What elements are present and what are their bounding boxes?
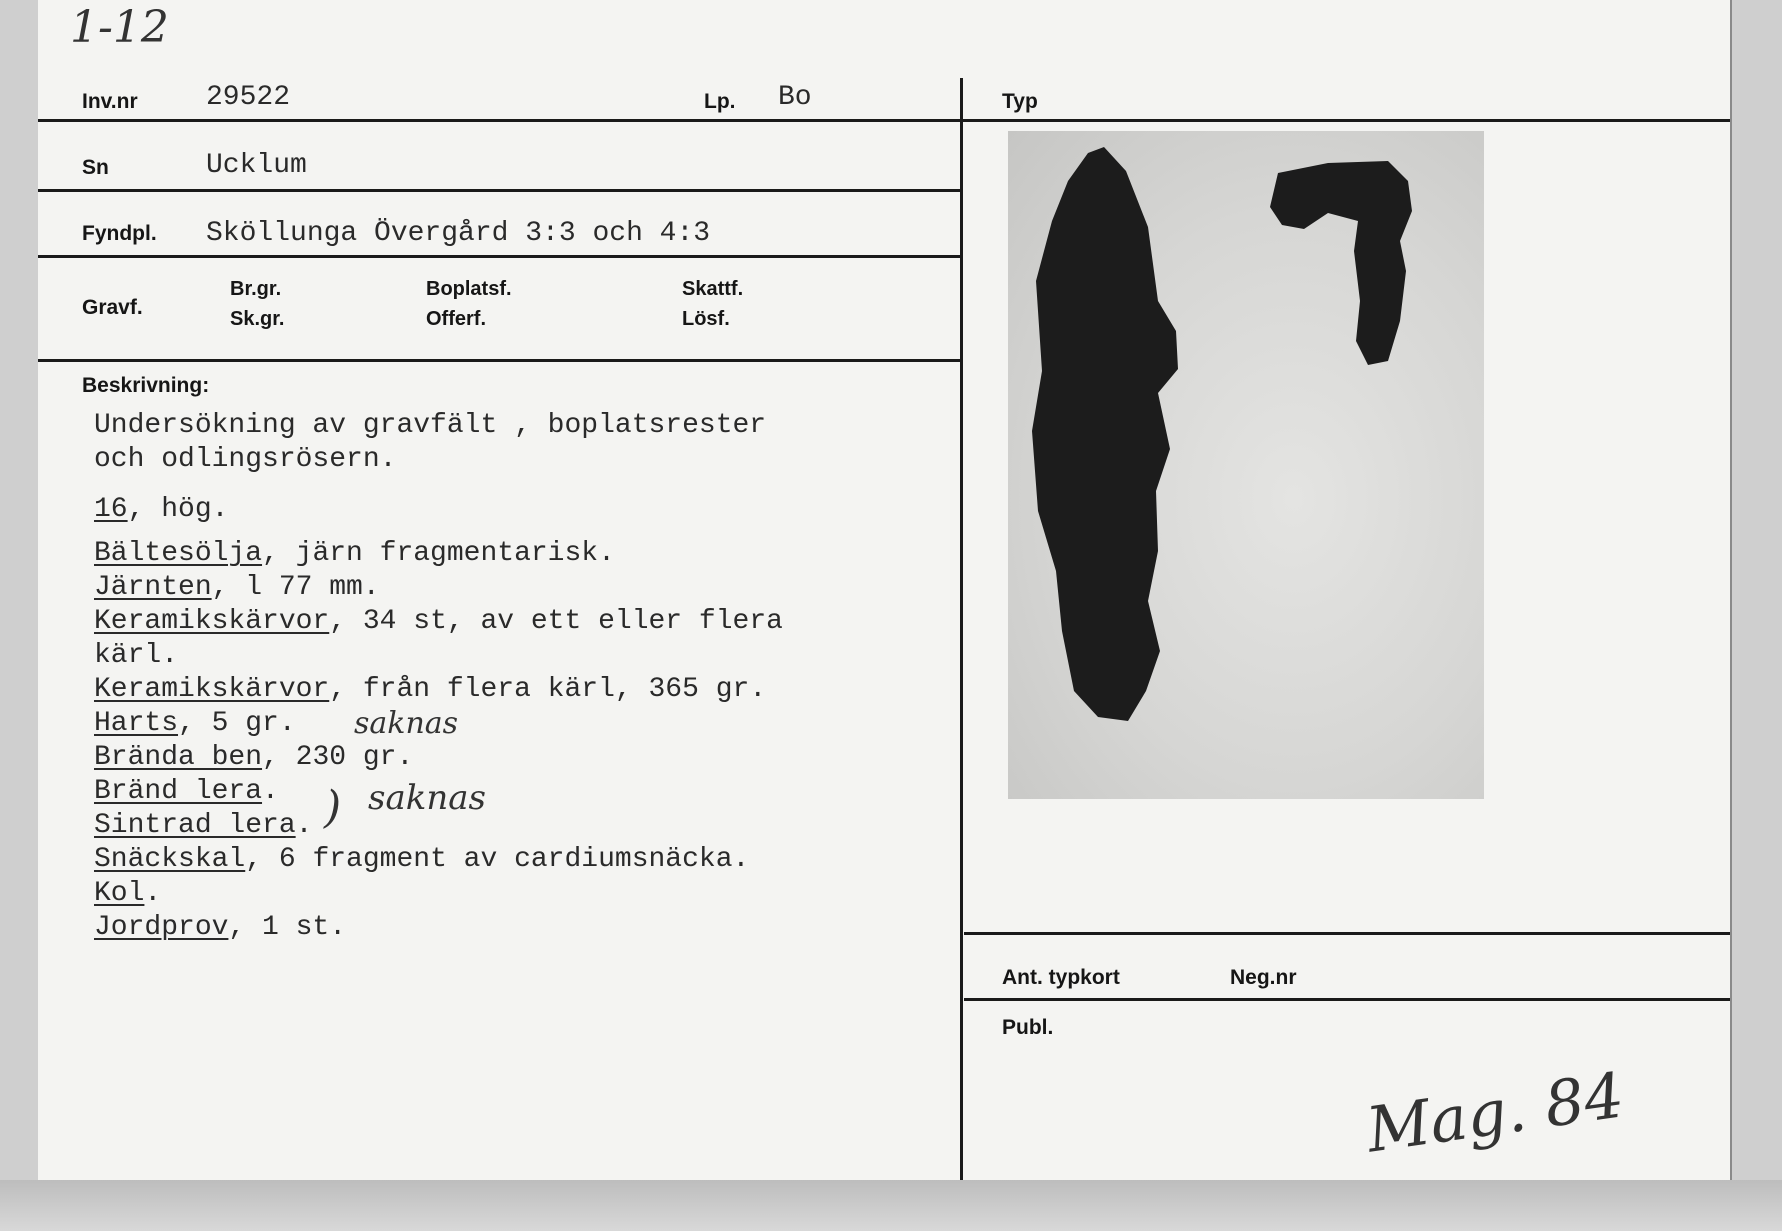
beskrivning-label: Beskrivning:	[82, 374, 210, 397]
list-item	[94, 606, 783, 637]
rule-gravf	[38, 359, 960, 362]
sn-label: Sn	[82, 156, 109, 179]
item-rest: .	[295, 810, 313, 841]
rule-sn	[38, 189, 960, 192]
bracket-mark: )	[324, 782, 342, 833]
list-item	[94, 878, 161, 909]
item-rest: , 1 st.	[228, 912, 347, 943]
annotation-saknas-harts: saknas	[354, 706, 459, 741]
item-rest: , från flera kärl, 365 gr.	[329, 674, 767, 705]
gravf-option-skattf: Skattf.	[682, 278, 744, 300]
item-rest: , 6 fragment av cardiumsnäcka.	[245, 844, 750, 875]
item-name: Järnten	[94, 572, 212, 603]
rule-fyndpl	[38, 255, 960, 258]
item-rest: , l 77 mm.	[211, 572, 380, 603]
sn-value: Ucklum	[206, 150, 307, 181]
item-rest: , 5 gr.	[178, 708, 296, 739]
list-item	[94, 776, 279, 807]
item-name: Keramikskärvor	[94, 674, 330, 705]
item-name: Snäckskal	[94, 844, 246, 875]
gravf-option-skgr: Sk.gr.	[230, 308, 285, 330]
list-item	[94, 572, 380, 603]
intro-line-2: och odlingsrösern.	[94, 444, 397, 475]
gravf-option-brgr: Br.gr.	[230, 278, 282, 300]
ant-typkort-label: Ant. typkort	[1002, 966, 1120, 989]
heading-line	[94, 494, 228, 525]
item-rest: .	[144, 878, 162, 909]
list-item	[94, 810, 312, 841]
item-name: Harts	[94, 708, 179, 739]
catalog-card	[38, 0, 1732, 1180]
annotation-saknas-lera: saknas	[368, 778, 486, 818]
negnr-label: Neg.nr	[1230, 966, 1297, 989]
item-name: Brända ben	[94, 742, 263, 773]
lp-value: Bo	[778, 82, 812, 113]
typ-label: Typ	[1002, 90, 1038, 113]
rule-header	[38, 119, 1730, 122]
intro-line-1: Undersökning av gravfält , boplatsrester	[94, 410, 767, 441]
item-rest: , järn fragmentarisk.	[262, 538, 615, 569]
rule-right-2	[964, 998, 1730, 1001]
handwritten-date: Mag. 84	[1362, 1058, 1629, 1167]
list-item	[94, 708, 296, 739]
item-rest: .	[262, 776, 279, 807]
heading-ref: 16	[94, 494, 128, 525]
item-rest: , 34 st, av ett eller flera	[329, 606, 783, 637]
item-name: Sintrad lera	[94, 810, 296, 841]
artifact-photo	[1008, 131, 1484, 799]
item-name: Kol	[94, 878, 145, 909]
scan-edge	[0, 1180, 1782, 1231]
list-item	[94, 912, 346, 943]
corner-mark: 1-12	[70, 2, 169, 53]
list-item	[94, 640, 178, 671]
gravf-option-offerf: Offerf.	[426, 308, 486, 330]
gravf-option-boplatsf: Boplatsf.	[426, 278, 512, 300]
item-rest: , 230 gr.	[262, 742, 414, 773]
list-item	[94, 742, 413, 773]
item-rest: kärl.	[94, 640, 179, 671]
item-name: Jordprov	[94, 912, 229, 943]
iron-fragments-image	[1008, 131, 1484, 799]
rule-right-1	[964, 932, 1730, 935]
item-name: Bränd lera	[94, 776, 263, 807]
heading-rest: , hög.	[127, 494, 229, 525]
item-name: Bältesölja	[94, 538, 263, 569]
publ-label: Publ.	[1002, 1016, 1054, 1039]
inv-value: 29522	[206, 82, 291, 113]
gravf-option-losf: Lösf.	[682, 308, 730, 330]
fyndpl-value: Sköllunga Övergård 3:3 och 4:3	[206, 218, 711, 249]
item-name: Keramikskärvor	[94, 606, 330, 637]
fyndpl-label: Fyndpl.	[82, 222, 157, 245]
lp-label: Lp.	[704, 90, 736, 113]
inv-label: Inv.nr	[82, 90, 138, 113]
gravf-label: Gravf.	[82, 296, 143, 319]
list-item	[94, 844, 749, 875]
list-item	[94, 674, 766, 705]
list-item	[94, 538, 615, 569]
column-divider	[960, 78, 963, 1180]
